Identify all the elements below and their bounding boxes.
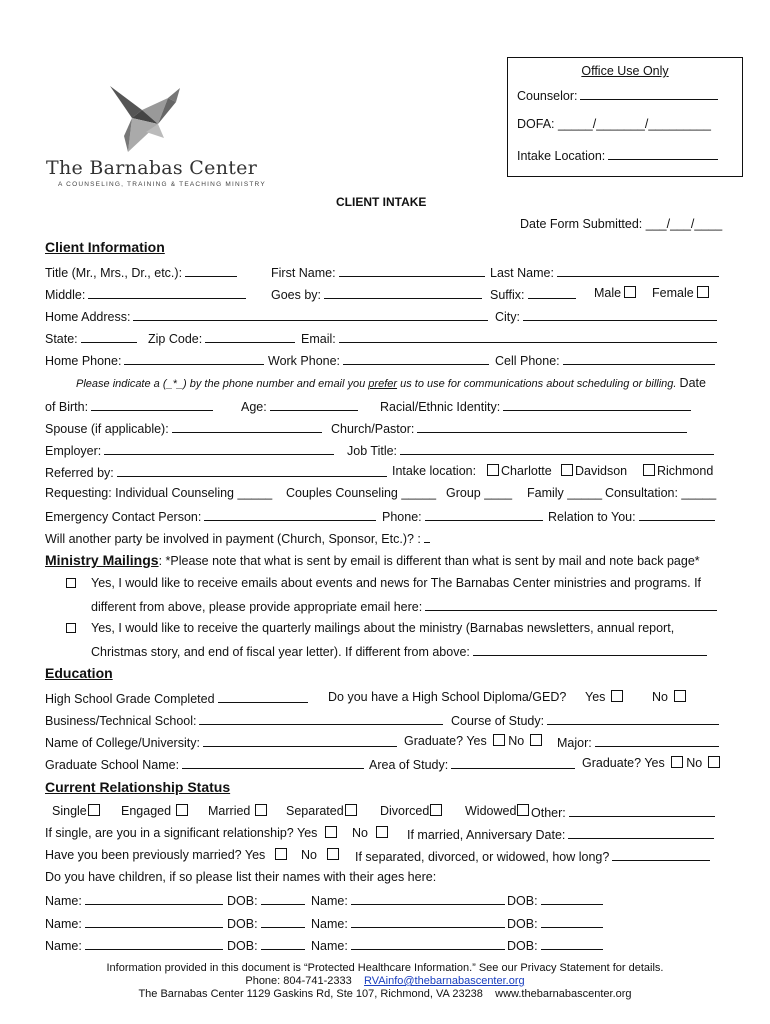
college-graduate-yes-checkbox[interactable] — [493, 734, 505, 746]
logo-tagline: A COUNSELING, TRAINING & TEACHING MINISTRY — [58, 181, 266, 188]
requesting-family[interactable]: Family _____ — [527, 486, 603, 500]
child-2-name-field[interactable]: Name: — [311, 892, 505, 908]
davidson-option[interactable]: Davidson — [561, 464, 627, 478]
charlotte-option[interactable]: Charlotte — [487, 464, 552, 478]
requesting-individual[interactable]: Requesting: Individual Counseling _____ — [45, 486, 273, 500]
church-pastor-field[interactable]: Church/Pastor: — [331, 420, 687, 436]
emergency-phone-field[interactable]: Phone: — [382, 508, 543, 524]
child-4-name-field[interactable]: Name: — [311, 915, 505, 931]
prev-married-no-checkbox[interactable] — [327, 848, 339, 860]
title-field[interactable]: Title (Mr., Mrs., Dr., etc.): — [45, 264, 237, 280]
male-option[interactable]: Male — [594, 286, 636, 300]
richmond-option[interactable]: Richmond — [643, 464, 713, 478]
status-widowed[interactable]: Widowed — [465, 804, 529, 818]
female-checkbox[interactable] — [697, 286, 709, 298]
counselor-field[interactable]: Counselor: — [517, 87, 718, 103]
requesting-group[interactable]: Group ____ — [446, 486, 513, 500]
significant-no[interactable]: No — [352, 826, 388, 840]
education-header: Education — [45, 665, 113, 681]
grad-school-graduate[interactable]: Graduate? Yes No — [582, 756, 720, 770]
alternate-email-field[interactable]: different from above, please provide appropriate email here: — [91, 598, 717, 614]
how-long-field[interactable]: If separated, divorced, or widowed, how long? — [355, 848, 710, 864]
cell-phone-field[interactable]: Cell Phone: — [495, 352, 715, 368]
middle-field[interactable]: Middle: — [45, 286, 246, 302]
footer-website[interactable]: www.thebarnabascenter.org — [495, 988, 632, 1000]
home-phone-field[interactable]: Home Phone: — [45, 352, 264, 368]
intake-location-field[interactable]: Intake Location: — [517, 147, 718, 163]
bird-icon — [102, 80, 212, 158]
child-3-name-field[interactable]: Name: — [45, 915, 223, 931]
mailings-row — [45, 552, 700, 568]
last-name-field[interactable]: Last Name: — [490, 264, 719, 280]
child-5-dob-field[interactable]: DOB: — [227, 937, 305, 953]
racial-identity-field[interactable]: Racial/Ethnic Identity: — [380, 398, 691, 414]
intake-location-label: Intake location: — [392, 464, 477, 478]
footer-phi-notice: Information provided in this document is “Protected Healthcare Information.” See our Privacy Statement for details. — [106, 962, 664, 974]
married-checkbox[interactable] — [255, 804, 267, 816]
diploma-no-checkbox[interactable] — [674, 690, 686, 702]
footer-contact — [0, 975, 770, 987]
child-6-dob-field[interactable]: DOB: — [507, 937, 603, 953]
child-6-name-field[interactable]: Name: — [311, 937, 505, 953]
mailings-header: Ministry Mailings — [45, 552, 159, 568]
relationship-header: Current Relationship Status — [45, 779, 231, 795]
richmond-checkbox[interactable] — [643, 464, 655, 476]
date-submitted[interactable]: Date Form Submitted: ___/___/____ — [520, 217, 723, 231]
anniversary-field[interactable]: If married, Anniversary Date: — [407, 826, 714, 842]
form-title: CLIENT INTAKE — [336, 195, 427, 209]
dob-field[interactable]: of Birth: — [45, 398, 213, 414]
college-field[interactable]: Name of College/University: — [45, 734, 397, 750]
charlotte-checkbox[interactable] — [487, 464, 499, 476]
diploma-no[interactable]: No — [652, 690, 686, 704]
first-name-field[interactable]: First Name: — [271, 264, 485, 280]
job-title-field[interactable]: Job Title: — [347, 442, 714, 458]
diploma-yes[interactable]: Yes — [585, 690, 623, 704]
divorced-checkbox[interactable] — [430, 804, 442, 816]
status-other-field[interactable]: Other: — [531, 804, 715, 820]
status-single[interactable]: Single — [52, 804, 100, 818]
significant-no-checkbox[interactable] — [376, 826, 388, 838]
payment-party-field[interactable]: Will another party be involved in payment (Church, Sponsor, Etc.)? : — [45, 530, 430, 546]
footer-email-link[interactable]: RVAinfo@thebarnabascenter.org — [364, 975, 525, 987]
client-info-header: Client Information — [45, 239, 165, 255]
child-4-dob-field[interactable]: DOB: — [507, 915, 603, 931]
diploma-yes-checkbox[interactable] — [611, 690, 623, 702]
engaged-checkbox[interactable] — [176, 804, 188, 816]
office-use-title: Office Use Only — [581, 64, 669, 78]
major-field[interactable]: Major: — [557, 734, 719, 750]
logo-name: The Barnabas Center — [46, 157, 258, 179]
employer-field[interactable]: Employer: — [45, 442, 334, 458]
city-field[interactable]: City: — [495, 308, 717, 324]
single-checkbox[interactable] — [88, 804, 100, 816]
status-divorced[interactable]: Divorced — [380, 804, 442, 818]
mail-opt-in-checkbox[interactable] — [66, 621, 78, 635]
grad-school-yes-checkbox[interactable] — [671, 756, 683, 768]
grad-school-field[interactable]: Graduate School Name: — [45, 756, 364, 772]
mail-opt-in-text: Yes, I would like to receive the quarterly mailings about the ministry (Barnabas newsletters, annual report, — [91, 621, 675, 635]
child-2-dob-field[interactable]: DOB: — [507, 892, 603, 908]
email-opt-in-checkbox[interactable] — [66, 576, 78, 590]
status-married[interactable]: Married — [208, 804, 267, 818]
footer-address-row — [0, 988, 770, 1000]
email-opt-in-text: Yes, I would like to receive emails about events and news for The Barnabas Center ministries and programs. If — [91, 576, 702, 590]
prev-married-yes-checkbox[interactable] — [275, 848, 287, 860]
diploma-question: Do you have a High School Diploma/GED? — [328, 690, 567, 704]
work-phone-field[interactable]: Work Phone: — [268, 352, 489, 368]
requesting-couples[interactable]: Couples Counseling _____ — [286, 486, 437, 500]
area-of-study-field[interactable]: Area of Study: — [369, 756, 575, 772]
significant-yes-checkbox[interactable] — [325, 826, 337, 838]
spouse-field[interactable]: Spouse (if applicable): — [45, 420, 322, 436]
referred-by-field[interactable]: Referred by: — [45, 464, 387, 480]
home-address-field[interactable]: Home Address: — [45, 308, 488, 324]
child-1-name-field[interactable]: Name: — [45, 892, 223, 908]
requesting-consultation[interactable]: Consultation: _____ — [605, 486, 717, 500]
suffix-field[interactable]: Suffix: — [490, 286, 576, 302]
goes-by-field[interactable]: Goes by: — [271, 286, 482, 302]
age-field[interactable]: Age: — [241, 398, 358, 414]
relation-field[interactable]: Relation to You: — [548, 508, 715, 524]
status-engaged[interactable]: Engaged — [121, 804, 188, 818]
zip-field[interactable]: Zip Code: — [148, 330, 295, 346]
email-field[interactable]: Email: — [301, 330, 717, 346]
widowed-checkbox[interactable] — [517, 804, 529, 816]
office-use-box — [507, 57, 743, 177]
college-graduate-no-checkbox[interactable] — [530, 734, 542, 746]
state-field[interactable]: State: — [45, 330, 137, 346]
female-option[interactable]: Female — [652, 286, 709, 300]
footer-address: The Barnabas Center 1129 Gaskins Rd, Ste 107, Richmond, VA 23238 — [138, 988, 483, 1000]
child-5-name-field[interactable]: Name: — [45, 937, 223, 953]
course-of-study-field[interactable]: Course of Study: — [451, 712, 719, 728]
grad-school-no-checkbox[interactable] — [708, 756, 720, 768]
child-1-dob-field[interactable]: DOB: — [227, 892, 305, 908]
previously-married[interactable]: Have you been previously married? Yes — [45, 848, 287, 862]
male-checkbox[interactable] — [624, 286, 636, 298]
status-separated[interactable]: Separated — [286, 804, 357, 818]
business-school-field[interactable]: Business/Technical School: — [45, 712, 443, 728]
preference-note: Please indicate a (_*_) by the phone number and email you prefer us to use for communications about scheduling or billing. Date — [76, 376, 706, 390]
college-graduate[interactable]: Graduate? Yes No — [404, 734, 542, 748]
mailings-note: : *Please note that what is sent by email is different than what is sent by mail and note back page* — [158, 554, 700, 568]
hs-grade-field[interactable]: High School Grade Completed — [45, 690, 308, 706]
child-3-dob-field[interactable]: DOB: — [227, 915, 305, 931]
dofa-field[interactable]: DOFA: _____/_______/_________ — [517, 117, 711, 131]
alternate-address-field[interactable]: Christmas story, and end of fiscal year letter). If different from above: — [91, 643, 707, 659]
davidson-checkbox[interactable] — [561, 464, 573, 476]
footer-phone: Phone: 804-741-2333 — [245, 975, 352, 987]
previously-married-no[interactable]: No — [301, 848, 339, 862]
children-prompt: Do you have children, if so please list their names with their ages here: — [45, 870, 437, 884]
separated-checkbox[interactable] — [345, 804, 357, 816]
emergency-contact-field[interactable]: Emergency Contact Person: — [45, 508, 376, 524]
significant-relationship[interactable]: If single, are you in a significant relationship? Yes — [45, 826, 337, 840]
